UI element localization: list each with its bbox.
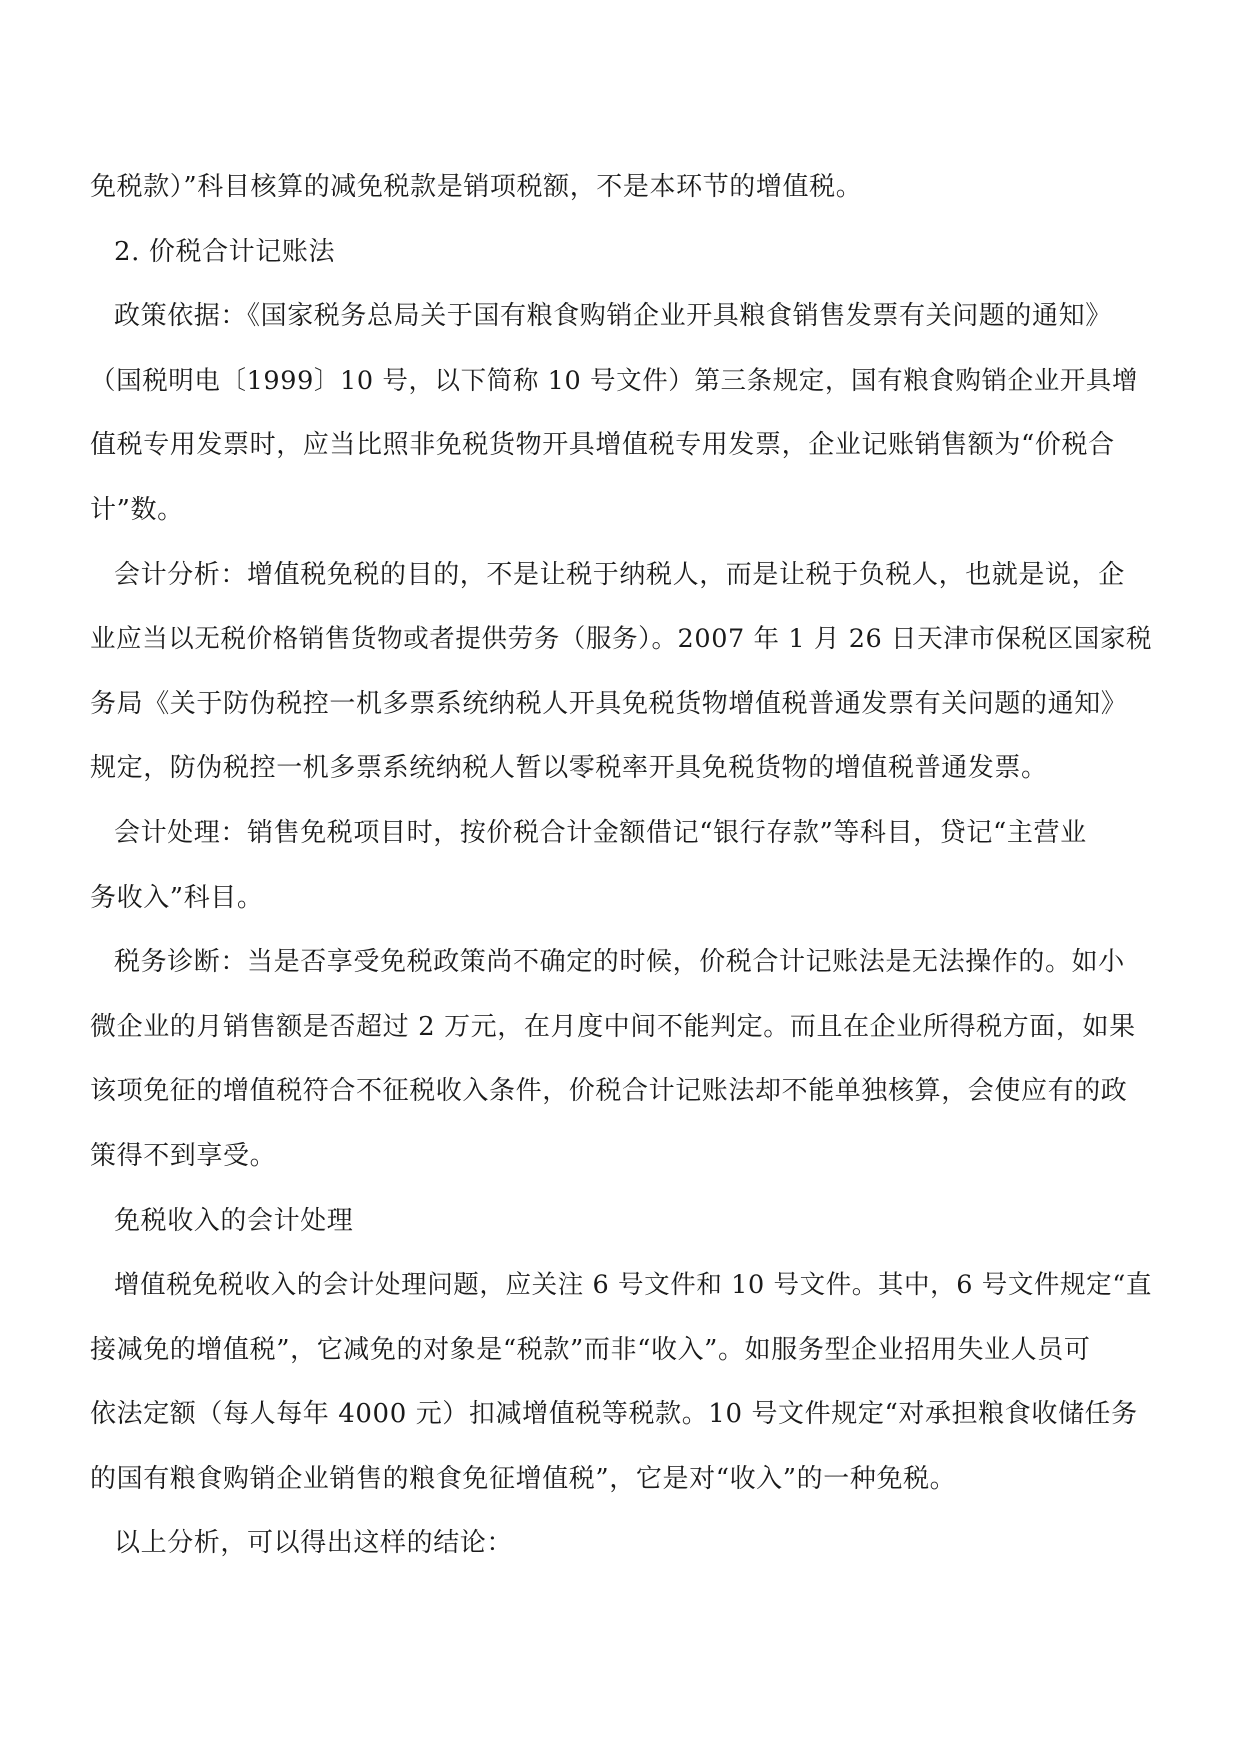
- text-line: 该项免征的增值税符合不征税收入条件，价税合计记账法却不能单独核算，会使应有的政: [90, 1076, 1128, 1107]
- paragraph: [90, 1253, 1152, 1511]
- paragraph: [90, 801, 1152, 930]
- text-line: 业应当以无税价格销售货物或者提供劳务（服务）。2007 年 1 月 26 日天津市保税区国家税: [90, 624, 1153, 655]
- text-line: 依法定额（每人每年 4000 元）扣减增值税等税款。10 号文件规定“对承担粮食收储任务: [90, 1399, 1138, 1430]
- text-line: 以上分析，可以得出这样的结论：: [114, 1528, 514, 1559]
- text-line: 税务诊断：当是否享受免税政策尚不确定的时候，价税合计记账法是无法操作的。如小: [114, 947, 1125, 978]
- text-line: 值税专用发票时，应当比照非免税货物开具增值税专用发票，企业记账销售额为“价税合: [90, 430, 1115, 461]
- text-line: 政策依据：《国家税务总局关于国有粮食购销企业开具粮食销售发票有关问题的通知》: [114, 301, 1112, 332]
- text-line: 务收入”科目。: [90, 882, 264, 913]
- section-heading: [90, 220, 1152, 285]
- text-line: 会计处理：销售免税项目时，按价税合计金额借记“银行存款”等科目，贷记“主营业: [114, 817, 1087, 848]
- text-line: 微企业的月销售额是否超过 2 万元，在月度中间不能判定。而且在企业所得税方面，如果: [90, 1011, 1136, 1042]
- text-line: 增值税免税收入的会计处理问题，应关注 6 号文件和 10 号文件。其中，6 号文件规定“直: [114, 1270, 1152, 1301]
- text-line: （国税明电〔1999〕10 号，以下简称 10 号文件）第三条规定，国有粮食购销企业开具增: [90, 365, 1139, 396]
- paragraph: [90, 930, 1152, 1188]
- text-line: 策得不到享受。: [90, 1140, 277, 1171]
- paragraph: [90, 1511, 1152, 1576]
- text-line: 接减免的增值税”，它减免的对象是“税款”而非“收入”。如服务型企业招用失业人员可: [90, 1334, 1091, 1365]
- paragraph: [90, 284, 1152, 542]
- text-line: 的国有粮食购销企业销售的粮食免征增值税”，它是对“收入”的一种免税。: [90, 1463, 957, 1494]
- text-line: 计”数。: [90, 494, 184, 525]
- section-heading: [90, 1189, 1152, 1254]
- text-line: 务局《关于防伪税控一机多票系统纳税人开具免税货物增值税普通发票有关问题的通知》: [90, 688, 1128, 719]
- text-line: 规定，防伪税控一机多票系统纳税人暂以零税率开具免税货物的增值税普通发票。: [90, 753, 1048, 784]
- text-line: 免税收入的会计处理: [114, 1205, 354, 1236]
- text-line: 会计分析：增值税免税的目的，不是让税于纳税人，而是让税于负税人，也就是说，企: [114, 559, 1125, 590]
- paragraph: [90, 155, 1152, 220]
- text-line: 2. 价税合计记账法: [114, 236, 336, 267]
- paragraph: [90, 543, 1152, 801]
- text-line: 免税款）”科目核算的减免税款是销项税额，不是本环节的增值税。: [90, 172, 863, 202]
- document-body: [90, 155, 1152, 1576]
